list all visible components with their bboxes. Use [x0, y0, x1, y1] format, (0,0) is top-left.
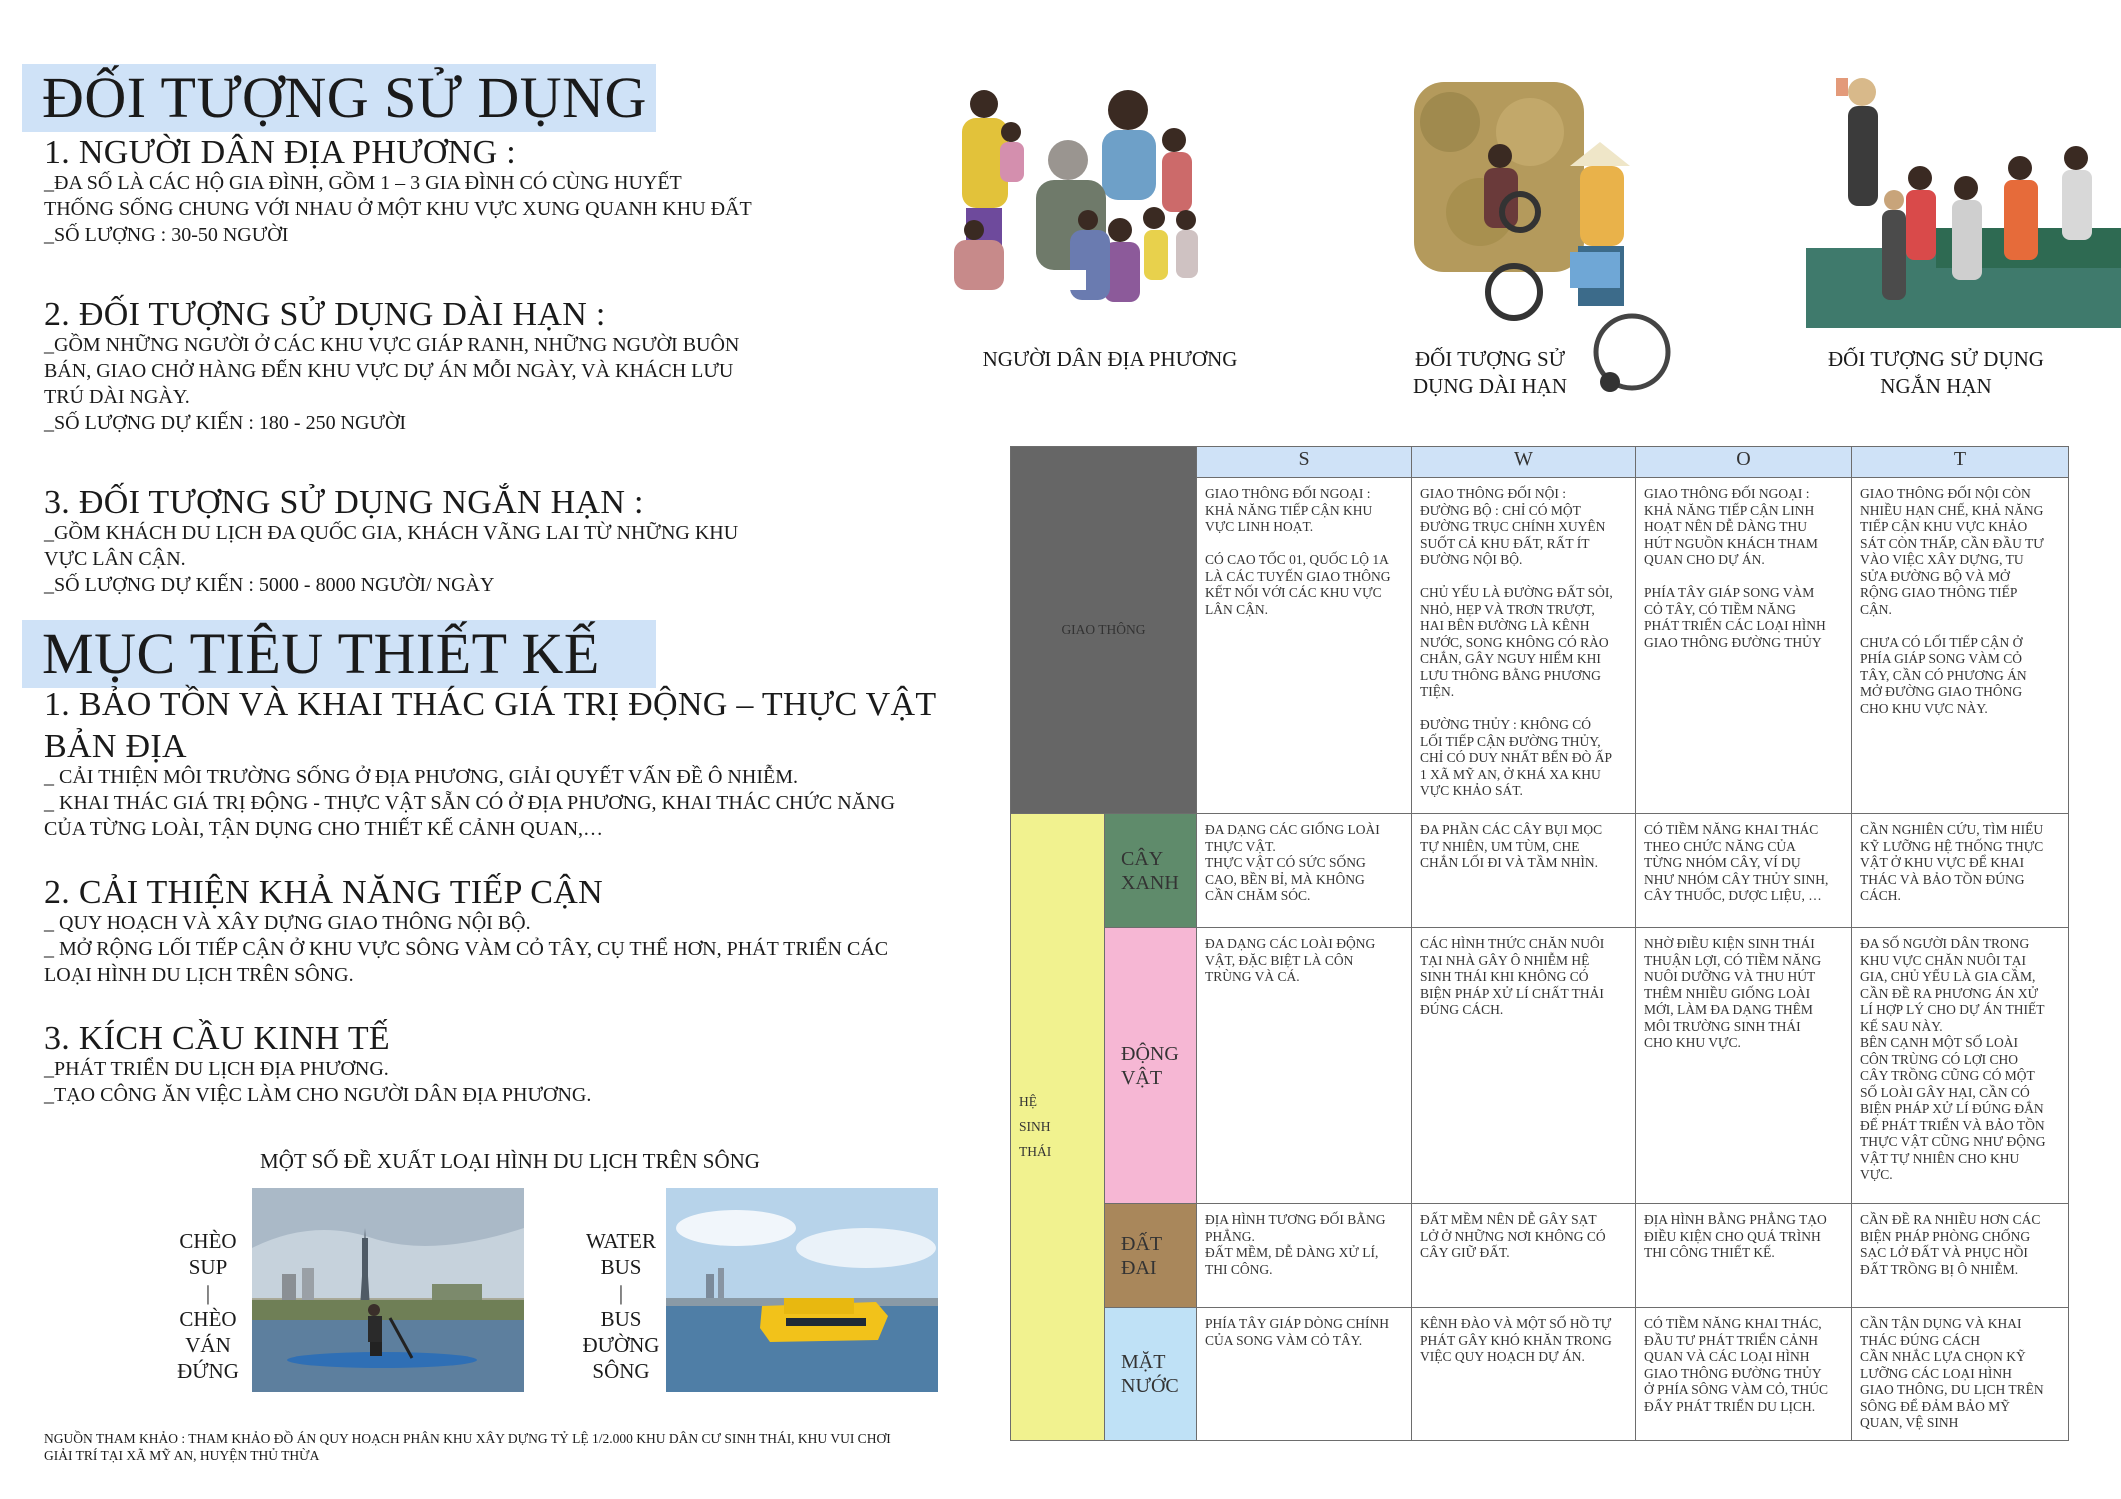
animals-t: ĐA SỐ NGƯỜI DÂN TRONG KHU VỰC CHĂN NUÔI TẠI GIA, CHỦ YẾU LÀ GIA CẦM, CẦN ĐỀ RA PHƯƠNG ÁN XỬ LÍ HỢP LÝ CHO DỰ ÁN THIẾT KẾ SAU NÀY. BÊN CẠNH MỘT SỐ LOÀI CÔN TRÙNG CÓ LỢI CHO CÂY TRỒNG CŨNG CÓ MỘT SỐ LOÀI GÂY HẠI, CẦN CÓ BIỆN PHÁP XỬ LÍ ĐÚNG ĐẮN ĐỂ PHÁT TRIỂN VÀ BẢO TỒN THỰC VẬT CŨNG NHƯ ĐỘNG VẬT TỰ NHIÊN CHO KHU VỰC.: [1852, 928, 2069, 1204]
water-row: [1011, 1308, 2069, 1441]
land-s: ĐỊA HÌNH TƯƠNG ĐỐI BẰNG PHẲNG. ĐẤT MỀM, DỄ DÀNG XỬ LÍ, THI CÔNG.: [1197, 1204, 1412, 1308]
land-t: CẦN ĐỀ RA NHIỀU HƠN CÁC BIỆN PHÁP PHÒNG CHỐNG SẠC LỞ ĐẤT VÀ PHỤC HỒI ĐẤT TRỒNG BỊ Ô NHIỄM.: [1852, 1204, 2069, 1308]
sup-label: CHÈO SUP | CHÈO VÁN ĐỨNG: [177, 1229, 239, 1383]
group1-body: _ĐA SỐ LÀ CÁC HỘ GIA ĐÌNH, GỒM 1 – 3 GIA ĐÌNH CÓ CÙNG HUYẾT THỐNG SỐNG CHUNG VỚI NHAU Ở MỘT KHU VỰC XUNG QUANH KHU ĐẤT _SỐ LƯỢNG : 30-50 NGƯỜI: [44, 172, 752, 246]
transport-label: GIAO THÔNG: [1061, 621, 1146, 637]
water-w: KÊNH ĐÀO VÀ MỘT SỐ HỒ TỰ PHÁT GÂY KHÓ KHĂN TRONG VIỆC QUY HOẠCH DỰ ÁN.: [1412, 1308, 1636, 1441]
local-residents-photo: [936, 80, 1256, 340]
plants-s: ĐA DẠNG CÁC GIỐNG LOÀI THỰC VẬT. THỰC VẬT CÓ SỨC SỐNG CAO, BỀN BỈ, MÀ KHÔNG CẦN CHĂM SÓC.: [1197, 814, 1412, 928]
group2-body: _GỒM NHỮNG NGƯỜI Ở CÁC KHU VỰC GIÁP RANH, NHỮNG NGƯỜI BUÔN BÁN, GIAO CHỞ HÀNG ĐẾN KHU VỰC DỰ ÁN MỖI NGÀY, VÀ KHÁCH LƯU TRÚ DÀI NGÀY. _SỐ LƯỢNG DỰ KIẾN : 180 - 250 NGƯỜI: [44, 334, 740, 434]
section-title-users: ĐỐI TƯỢNG SỬ DỤNG: [42, 65, 647, 130]
local-residents-art: [936, 80, 1256, 340]
land-label: ĐẤT ĐAI: [1105, 1204, 1197, 1308]
group3-body: _GỒM KHÁCH DU LỊCH ĐA QUỐC GIA, KHÁCH VÃNG LAI TỪ NHỮNG KHU VỰC LÂN CẬN. _SỐ LƯỢNG DỰ KIẾN : 5000 - 8000 NGƯỜI/ NGÀY: [44, 522, 739, 596]
short-term-users-photo: [1806, 78, 2121, 328]
water-label: MẶT NƯỚC: [1105, 1308, 1197, 1441]
plants-row: [1011, 814, 2069, 928]
land-row: [1011, 1204, 2069, 1308]
animals-w: CÁC HÌNH THỨC CHĂN NUÔI TẠI NHÀ GÂY Ô NHIỄM HỆ SINH THÁI KHI KHÔNG CÓ BIỆN PHÁP XỬ LÍ CHẤT THẢI ĐÚNG CÁCH.: [1412, 928, 1636, 1204]
caption-short-term: ĐỐI TƯỢNG SỬ DỤNG NGẮN HẠN: [1828, 347, 2044, 398]
waterbus-label: WATER BUS | BUS ĐƯỜNG SÔNG: [582, 1229, 660, 1383]
tourism-title: MỘT SỐ ĐỀ XUẤT LOẠI HÌNH DU LỊCH TRÊN SÔNG: [260, 1149, 760, 1173]
header-t: T: [1852, 447, 2069, 478]
waterbus-photo-art: [666, 1188, 938, 1392]
water-s: PHÍA TÂY GIÁP DÒNG CHÍNH CỦA SONG VÀM CỎ TÂY.: [1197, 1308, 1412, 1441]
animals-o: NHỜ ĐIỀU KIỆN SINH THÁI THUẬN LỢI, CÓ TIỀM NĂNG NUÔI DƯỠNG VÀ THU HÚT THÊM NHIỀU GIỐNG LOÀI MỚI, LÀM ĐA DẠNG THÊM MÔI TRƯỜNG SINH THÁI CHO KHU VỰC.: [1636, 928, 1852, 1204]
section-title-goals: MỤC TIÊU THIẾT KẾ: [42, 621, 600, 686]
transport-category: [1011, 447, 1197, 814]
caption-long-term: ĐỐI TƯỢNG SỬ DỤNG DÀI HẠN: [1413, 347, 1567, 398]
header-o: O: [1636, 447, 1852, 478]
goal1-body: _ CẢI THIỆN MÔI TRƯỜNG SỐNG Ở ĐỊA PHƯƠNG, GIẢI QUYẾT VẤN ĐỀ Ô NHIỄM. _ KHAI THÁC GIÁ TRỊ ĐỘNG - THỰC VẬT SẴN CÓ Ở ĐỊA PHƯƠNG, KHAI THÁC CHỨC NĂNG CỦA TỪNG LOÀI, TẬN DỤNG CHO THIẾT KẾ CẢNH QUAN,…: [44, 766, 896, 840]
water-o: CÓ TIỀM NĂNG KHAI THÁC, ĐẦU TƯ PHÁT TRIỂN CẢNH QUAN VÀ CÁC LOẠI HÌNH GIAO THÔNG ĐƯỜNG THỦY Ở PHÍA SÔNG VÀM CỎ, THÚC ĐẨY PHÁT TRIỂN DU LỊCH.: [1636, 1308, 1852, 1441]
group3-title: 3. ĐỐI TƯỢNG SỬ DỤNG NGẮN HẠN :: [44, 484, 644, 521]
water-t: CẦN TẬN DỤNG VÀ KHAI THÁC ĐÚNG CÁCH CẦN NHẮC LỰA CHỌN KỸ LƯỠNG CÁC LOẠI HÌNH GIAO THÔNG, DU LỊCH TRÊN SÔNG ĐỂ ĐẢM BẢO MỸ QUAN, VỆ SINH: [1852, 1308, 2069, 1441]
transport-w: GIAO THÔNG ĐỐI NỘI : ĐƯỜNG BỘ : CHỈ CÓ MỘT ĐƯỜNG TRỤC CHÍNH XUYÊN SUỐT CẢ KHU ĐẤT, RẤT ÍT ĐƯỜNG NỘI BỘ. CHỦ YẾU LÀ ĐƯỜNG ĐẤT SỎI, NHỎ, HẸP VÀ TRƠN TRƯỢT, HAI BÊN ĐƯỜNG LÀ KÊNH NƯỚC, SONG KHÔNG CÓ RÀO CHẮN, GÂY NGUY HIỂM KHI LƯU THÔNG BẰNG PHƯƠNG TIỆN. ĐƯỜNG THỦY : KHÔNG CÓ LỐI TIẾP CẬN ĐƯỜNG THỦY, CHỈ CÓ DUY NHẤT BẾN ĐÒ ẤP 1 XÃ MỸ AN, Ở KHÁ XA KHU VỰC KHẢO SÁT.: [1412, 478, 1636, 814]
source-note: NGUỒN THAM KHẢO : THAM KHẢO ĐỒ ÁN QUY HOẠCH PHÂN KHU XÂY DỰNG TỶ LỆ 1/2.000 KHU DÂN CƯ SINH THÁI, KHU VUI CHƠI GIẢI TRÍ TẠI XÃ MỸ AN, HUYỆN THỦ THỪA: [44, 1431, 891, 1463]
header-s: S: [1197, 447, 1412, 478]
ecosystem-category: HỆ SINH THÁI: [1011, 814, 1105, 1441]
transport-o: GIAO THÔNG ĐỐI NGOẠI : KHẢ NĂNG TIẾP CẬN LINH HOẠT NÊN DỄ DÀNG THU HÚT NGUỒN KHÁCH THAM QUAN CHO DỰ ÁN. PHÍA TÂY GIÁP SONG VÀM CỎ TÂY, CÓ TIỀM NĂNG PHÁT TRIỂN CÁC LOẠI HÌNH GIAO THÔNG ĐƯỜNG THỦY: [1636, 478, 1852, 814]
goal1-title: 1. BẢO TỒN VÀ KHAI THÁC GIÁ TRỊ ĐỘNG – THỰC VẬT BẢN ĐỊA: [44, 686, 937, 765]
waterbus-photo: [666, 1188, 938, 1392]
sup-photo-art: [252, 1188, 524, 1392]
land-w: ĐẤT MỀM NÊN DỄ GÂY SẠT LỞ Ở NHỮNG NƠI KHÔNG CÓ CÂY GIỮ ĐẤT.: [1412, 1204, 1636, 1308]
animals-label: ĐỘNG VẬT: [1105, 928, 1197, 1204]
goal2-body: _ QUY HOẠCH VÀ XÂY DỰNG GIAO THÔNG NỘI BỘ. _ MỞ RỘNG LỐI TIẾP CẬN Ở KHU VỰC SÔNG VÀM CỎ TÂY, CỤ THỂ HƠN, PHÁT TRIỂN CÁC LOẠI HÌNH DU LỊCH TRÊN SÔNG.: [44, 912, 889, 986]
group1-title: 1. NGƯỜI DÂN ĐỊA PHƯƠNG :: [44, 134, 517, 171]
goal3-title: 3. KÍCH CẦU KINH TẾ: [44, 1020, 390, 1057]
plants-o: CÓ TIỀM NĂNG KHAI THÁC THEO CHỨC NĂNG CỦA TỪNG NHÓM CÂY, VÍ DỤ NHƯ NHÓM CÂY THỦY SINH, CÂY THUỐC, DƯỢC LIỆU, …: [1636, 814, 1852, 928]
plants-w: ĐA PHẦN CÁC CÂY BỤI MỌC TỰ NHIÊN, UM TÙM, CHE CHẮN LỐI ĐI VÀ TẦM NHÌN.: [1412, 814, 1636, 928]
goal3-body: _PHÁT TRIỂN DU LỊCH ĐỊA PHƯƠNG. _TẠO CÔNG ĂN VIỆC LÀM CHO NGƯỜI DÂN ĐỊA PHƯƠNG.: [44, 1058, 592, 1106]
animals-s: ĐA DẠNG CÁC LOÀI ĐỘNG VẬT, ĐẶC BIỆT LÀ CÔN TRÙNG VÀ CÁ.: [1197, 928, 1412, 1204]
swot-table: [1010, 446, 2069, 1441]
animals-row: [1011, 928, 2069, 1204]
group2-title: 2. ĐỐI TƯỢNG SỬ DỤNG DÀI HẠN :: [44, 296, 606, 333]
transport-s: GIAO THÔNG ĐỐI NGOẠI : KHẢ NĂNG TIẾP CẬN KHU VỰC LINH HOẠT. CÓ CAO TỐC 01, QUỐC LỘ 1A LÀ CÁC TUYẾN GIAO THÔNG KẾT NỐI VỚI CÁC KHU VỰC LÂN CẬN.: [1197, 478, 1412, 814]
plants-label: CÂY XANH: [1105, 814, 1197, 928]
caption-local-residents: NGƯỜI DÂN ĐỊA PHƯƠNG: [982, 347, 1238, 371]
header-w: W: [1412, 447, 1636, 478]
sup-photo: [252, 1188, 524, 1392]
plants-t: CẦN NGHIÊN CỨU, TÌM HIỂU KỸ LƯỠNG HỆ THỐNG THỰC VẬT Ở KHU VỰC ĐỂ KHAI THÁC VÀ BẢO TỒN ĐÚNG CÁCH.: [1852, 814, 2069, 928]
short-term-users-art: [1806, 78, 2121, 328]
land-o: ĐỊA HÌNH BẰNG PHẲNG TẠO ĐIỀU KIỆN CHO QUÁ TRÌNH THI CÔNG THIẾT KẾ.: [1636, 1204, 1852, 1308]
goal2-title: 2. CẢI THIỆN KHẢ NĂNG TIẾP CẬN: [44, 874, 603, 911]
transport-t: GIAO THÔNG ĐỐI NỘI CÒN NHIỀU HẠN CHẾ, KHẢ NĂNG TIẾP CẬN KHU VỰC KHẢO SÁT CÒN THẤP, CẦN ĐẦU TƯ VÀO VIỆC XÂY DỰNG, TU SỬA ĐƯỜNG BỘ VÀ MỞ RỘNG GIAO THÔNG TIẾP CẬN. CHƯA CÓ LỐI TIẾP CẬN Ở PHÍA GIÁP SONG VÀM CỎ TÂY, CẦN CÓ PHƯƠNG ÁN MỞ ĐƯỜNG GIAO THÔNG CHO KHU VỰC NÀY.: [1852, 478, 2069, 814]
swot-header-row: [1011, 447, 2069, 478]
